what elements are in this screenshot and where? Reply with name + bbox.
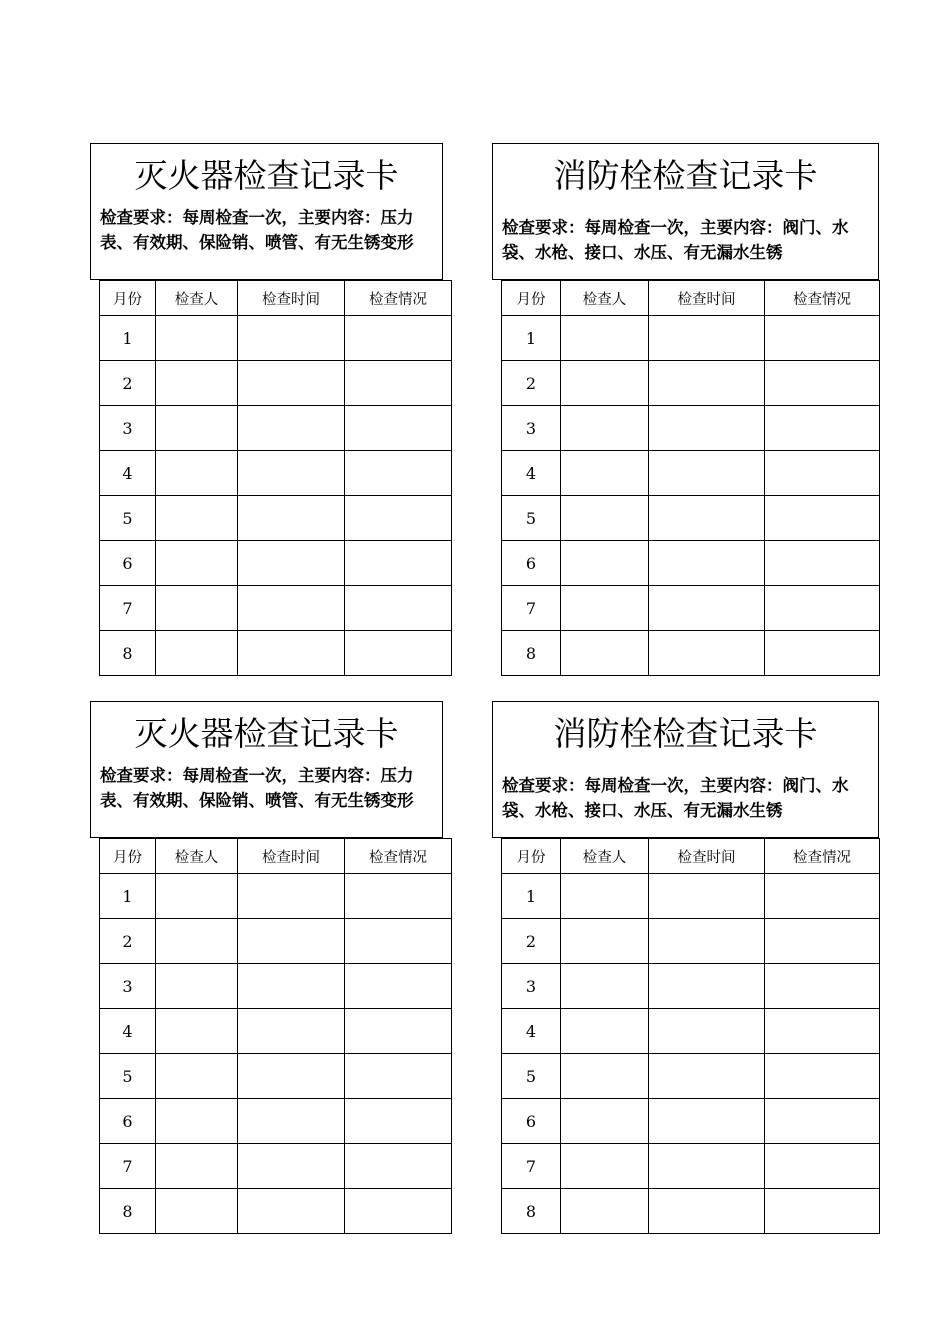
inspection-status-cell[interactable] [345,496,452,541]
column-header-month: 月份 [502,839,561,874]
inspection-time-cell[interactable] [238,316,345,361]
inspection-time-cell[interactable] [649,451,765,496]
inspector-cell[interactable] [156,964,238,1009]
column-header-inspection-status: 检查情况 [345,281,452,316]
column-header-inspection-time: 检查时间 [238,839,345,874]
hydrant-card-header [492,143,879,280]
inspector-cell[interactable] [561,631,649,676]
card-title: 灭火器检查记录卡 [134,714,399,753]
inspector-cell[interactable] [561,1144,649,1189]
table-header-row [502,281,880,316]
table-row [100,1009,452,1054]
column-header-month: 月份 [100,281,156,316]
inspector-cell[interactable] [561,1189,649,1234]
table-row [100,631,452,676]
table-row [100,586,452,631]
table-row [502,1009,880,1054]
inspection-requirement: 检查要求：每周检查一次，主要内容：阀门、水袋、水枪、接口、水压、有无漏水生锈 [502,776,849,820]
inspection-time-cell[interactable] [649,541,765,586]
month-cell: 8 [100,1189,156,1234]
inspection-status-cell[interactable] [345,1009,452,1054]
inspector-cell[interactable] [156,406,238,451]
inspection-status-cell[interactable] [765,1189,880,1234]
month-cell: 4 [502,451,561,496]
inspection-time-cell[interactable] [238,406,345,451]
inspection-status-cell[interactable] [345,361,452,406]
inspection-status-cell[interactable] [765,406,880,451]
inspector-cell[interactable] [156,361,238,406]
inspector-cell[interactable] [156,451,238,496]
inspection-time-cell[interactable] [238,1054,345,1099]
table-row [502,586,880,631]
hydrant-record-table [501,838,880,1234]
month-cell: 7 [100,1144,156,1189]
inspection-time-cell[interactable] [238,874,345,919]
inspection-time-cell[interactable] [649,316,765,361]
table-row [100,451,452,496]
inspection-status-cell[interactable] [345,1144,452,1189]
column-header-inspector: 检查人 [561,281,649,316]
inspection-time-cell[interactable] [238,964,345,1009]
month-cell: 6 [100,1099,156,1144]
extinguisher-record-table [99,280,452,676]
inspection-status-cell[interactable] [345,1054,452,1099]
inspection-status-cell[interactable] [765,874,880,919]
inspection-time-cell[interactable] [649,874,765,919]
inspection-status-cell[interactable] [345,406,452,451]
month-cell: 3 [502,406,561,451]
inspection-status-cell[interactable] [765,631,880,676]
inspection-time-cell[interactable] [238,1099,345,1144]
month-cell: 6 [502,1099,561,1144]
inspector-cell[interactable] [561,406,649,451]
month-cell: 1 [502,316,561,361]
month-cell: 3 [100,406,156,451]
month-cell: 5 [100,496,156,541]
column-header-inspection-time: 检查时间 [649,281,765,316]
inspector-cell[interactable] [561,919,649,964]
inspector-cell[interactable] [156,316,238,361]
month-cell: 5 [502,1054,561,1099]
inspection-status-cell[interactable] [765,316,880,361]
inspection-status-cell[interactable] [765,1054,880,1099]
month-cell: 4 [502,1009,561,1054]
inspection-status-cell[interactable] [765,451,880,496]
inspection-status-cell[interactable] [765,964,880,1009]
column-header-inspector: 检查人 [156,839,238,874]
inspection-status-cell[interactable] [345,1099,452,1144]
inspection-time-cell[interactable] [238,919,345,964]
table-row [502,964,880,1009]
inspector-cell[interactable] [561,964,649,1009]
month-cell: 2 [100,919,156,964]
table-row [502,361,880,406]
table-row [100,874,452,919]
table-row [100,316,452,361]
table-row [502,874,880,919]
inspection-time-cell[interactable] [238,586,345,631]
inspection-time-cell[interactable] [238,631,345,676]
month-cell: 1 [100,874,156,919]
inspection-status-cell[interactable] [765,541,880,586]
inspector-cell[interactable] [561,541,649,586]
inspection-time-cell[interactable] [649,631,765,676]
month-cell: 5 [100,1054,156,1099]
inspection-status-cell[interactable] [765,361,880,406]
table-row [502,631,880,676]
month-cell: 8 [100,631,156,676]
extinguisher-record-table [99,838,452,1234]
inspection-requirement: 检查要求：每周检查一次，主要内容：阀门、水袋、水枪、接口、水压、有无漏水生锈 [502,218,849,262]
table-row [502,1189,880,1234]
inspection-time-cell[interactable] [649,406,765,451]
inspection-time-cell[interactable] [238,541,345,586]
extinguisher-card-header [90,701,443,838]
inspection-status-cell[interactable] [765,919,880,964]
month-cell: 7 [502,586,561,631]
hydrant-card-header [492,701,879,838]
month-cell: 7 [502,1144,561,1189]
month-cell: 8 [502,631,561,676]
table-header-row [100,839,452,874]
month-cell: 3 [100,964,156,1009]
table-row [100,406,452,451]
inspection-time-cell[interactable] [649,1054,765,1099]
inspection-time-cell[interactable] [649,1009,765,1054]
table-header-row [100,281,452,316]
inspector-cell[interactable] [561,1009,649,1054]
extinguisher-card-header [90,143,443,280]
table-row [100,541,452,586]
inspection-time-cell[interactable] [649,586,765,631]
column-header-inspection-status: 检查情况 [765,839,880,874]
table-row [100,919,452,964]
column-header-month: 月份 [502,281,561,316]
table-row [502,406,880,451]
inspection-time-cell[interactable] [238,1009,345,1054]
inspection-time-cell[interactable] [649,1144,765,1189]
inspection-time-cell[interactable] [238,496,345,541]
inspector-cell[interactable] [561,586,649,631]
month-cell: 5 [502,496,561,541]
inspector-cell[interactable] [561,1099,649,1144]
inspector-cell[interactable] [561,1054,649,1099]
inspection-status-cell[interactable] [345,874,452,919]
inspector-cell[interactable] [561,451,649,496]
inspector-cell[interactable] [156,874,238,919]
inspection-status-cell[interactable] [345,631,452,676]
inspection-requirement: 检查要求：每周检查一次，主要内容：压力表、有效期、保险销、喷管、有无生锈变形 [100,208,414,252]
month-cell: 4 [100,451,156,496]
inspection-time-cell[interactable] [238,361,345,406]
month-cell: 2 [100,361,156,406]
inspection-status-cell[interactable] [345,586,452,631]
month-cell: 2 [502,919,561,964]
table-row [502,1099,880,1144]
inspector-cell[interactable] [561,361,649,406]
inspector-cell[interactable] [561,316,649,361]
inspector-cell[interactable] [156,631,238,676]
card-title: 消防栓检查记录卡 [553,714,818,753]
inspection-time-cell[interactable] [649,1189,765,1234]
table-row [100,1189,452,1234]
table-row [100,1099,452,1144]
table-row [100,1144,452,1189]
column-header-month: 月份 [100,839,156,874]
table-row [502,1054,880,1099]
table-row [502,541,880,586]
inspection-time-cell[interactable] [238,1189,345,1234]
table-row [100,361,452,406]
inspection-status-cell[interactable] [765,1009,880,1054]
inspector-cell[interactable] [156,1099,238,1144]
column-header-inspector: 检查人 [561,839,649,874]
month-cell: 2 [502,361,561,406]
month-cell: 6 [502,541,561,586]
inspector-cell[interactable] [156,1144,238,1189]
column-header-inspection-time: 检查时间 [238,281,345,316]
month-cell: 6 [100,541,156,586]
month-cell: 7 [100,586,156,631]
inspector-cell[interactable] [156,586,238,631]
card-title: 消防栓检查记录卡 [553,156,818,195]
inspection-status-cell[interactable] [345,541,452,586]
inspector-cell[interactable] [156,1009,238,1054]
hydrant-record-table [501,280,880,676]
inspection-status-cell[interactable] [345,964,452,1009]
inspector-cell[interactable] [156,496,238,541]
table-row [100,496,452,541]
column-header-inspection-time: 检查时间 [649,839,765,874]
month-cell: 1 [100,316,156,361]
table-row [502,316,880,361]
table-row [100,1054,452,1099]
table-header-row [502,839,880,874]
inspector-cell[interactable] [561,874,649,919]
column-header-inspection-status: 检查情况 [345,839,452,874]
inspection-status-cell[interactable] [345,919,452,964]
inspection-status-cell[interactable] [765,1144,880,1189]
inspector-cell[interactable] [156,919,238,964]
inspection-status-cell[interactable] [765,496,880,541]
table-row [502,496,880,541]
table-row [100,964,452,1009]
inspection-status-cell[interactable] [765,1099,880,1144]
inspector-cell[interactable] [156,1189,238,1234]
column-header-inspection-status: 检查情况 [765,281,880,316]
inspection-time-cell[interactable] [238,451,345,496]
inspector-cell[interactable] [156,1054,238,1099]
inspection-status-cell[interactable] [345,451,452,496]
inspection-requirement: 检查要求：每周检查一次，主要内容：压力表、有效期、保险销、喷管、有无生锈变形 [100,766,414,810]
month-cell: 8 [502,1189,561,1234]
month-cell: 1 [502,874,561,919]
inspection-time-cell[interactable] [649,1099,765,1144]
inspection-status-cell[interactable] [345,1189,452,1234]
inspection-time-cell[interactable] [649,919,765,964]
inspection-time-cell[interactable] [649,496,765,541]
inspection-status-cell[interactable] [765,586,880,631]
inspection-time-cell[interactable] [649,361,765,406]
column-header-inspector: 检查人 [156,281,238,316]
card-title: 灭火器检查记录卡 [134,156,399,195]
inspector-cell[interactable] [561,496,649,541]
month-cell: 3 [502,964,561,1009]
inspector-cell[interactable] [156,541,238,586]
month-cell: 4 [100,1009,156,1054]
inspection-time-cell[interactable] [649,964,765,1009]
table-row [502,919,880,964]
table-row [502,1144,880,1189]
inspection-time-cell[interactable] [238,1144,345,1189]
inspection-status-cell[interactable] [345,316,452,361]
table-row [502,451,880,496]
